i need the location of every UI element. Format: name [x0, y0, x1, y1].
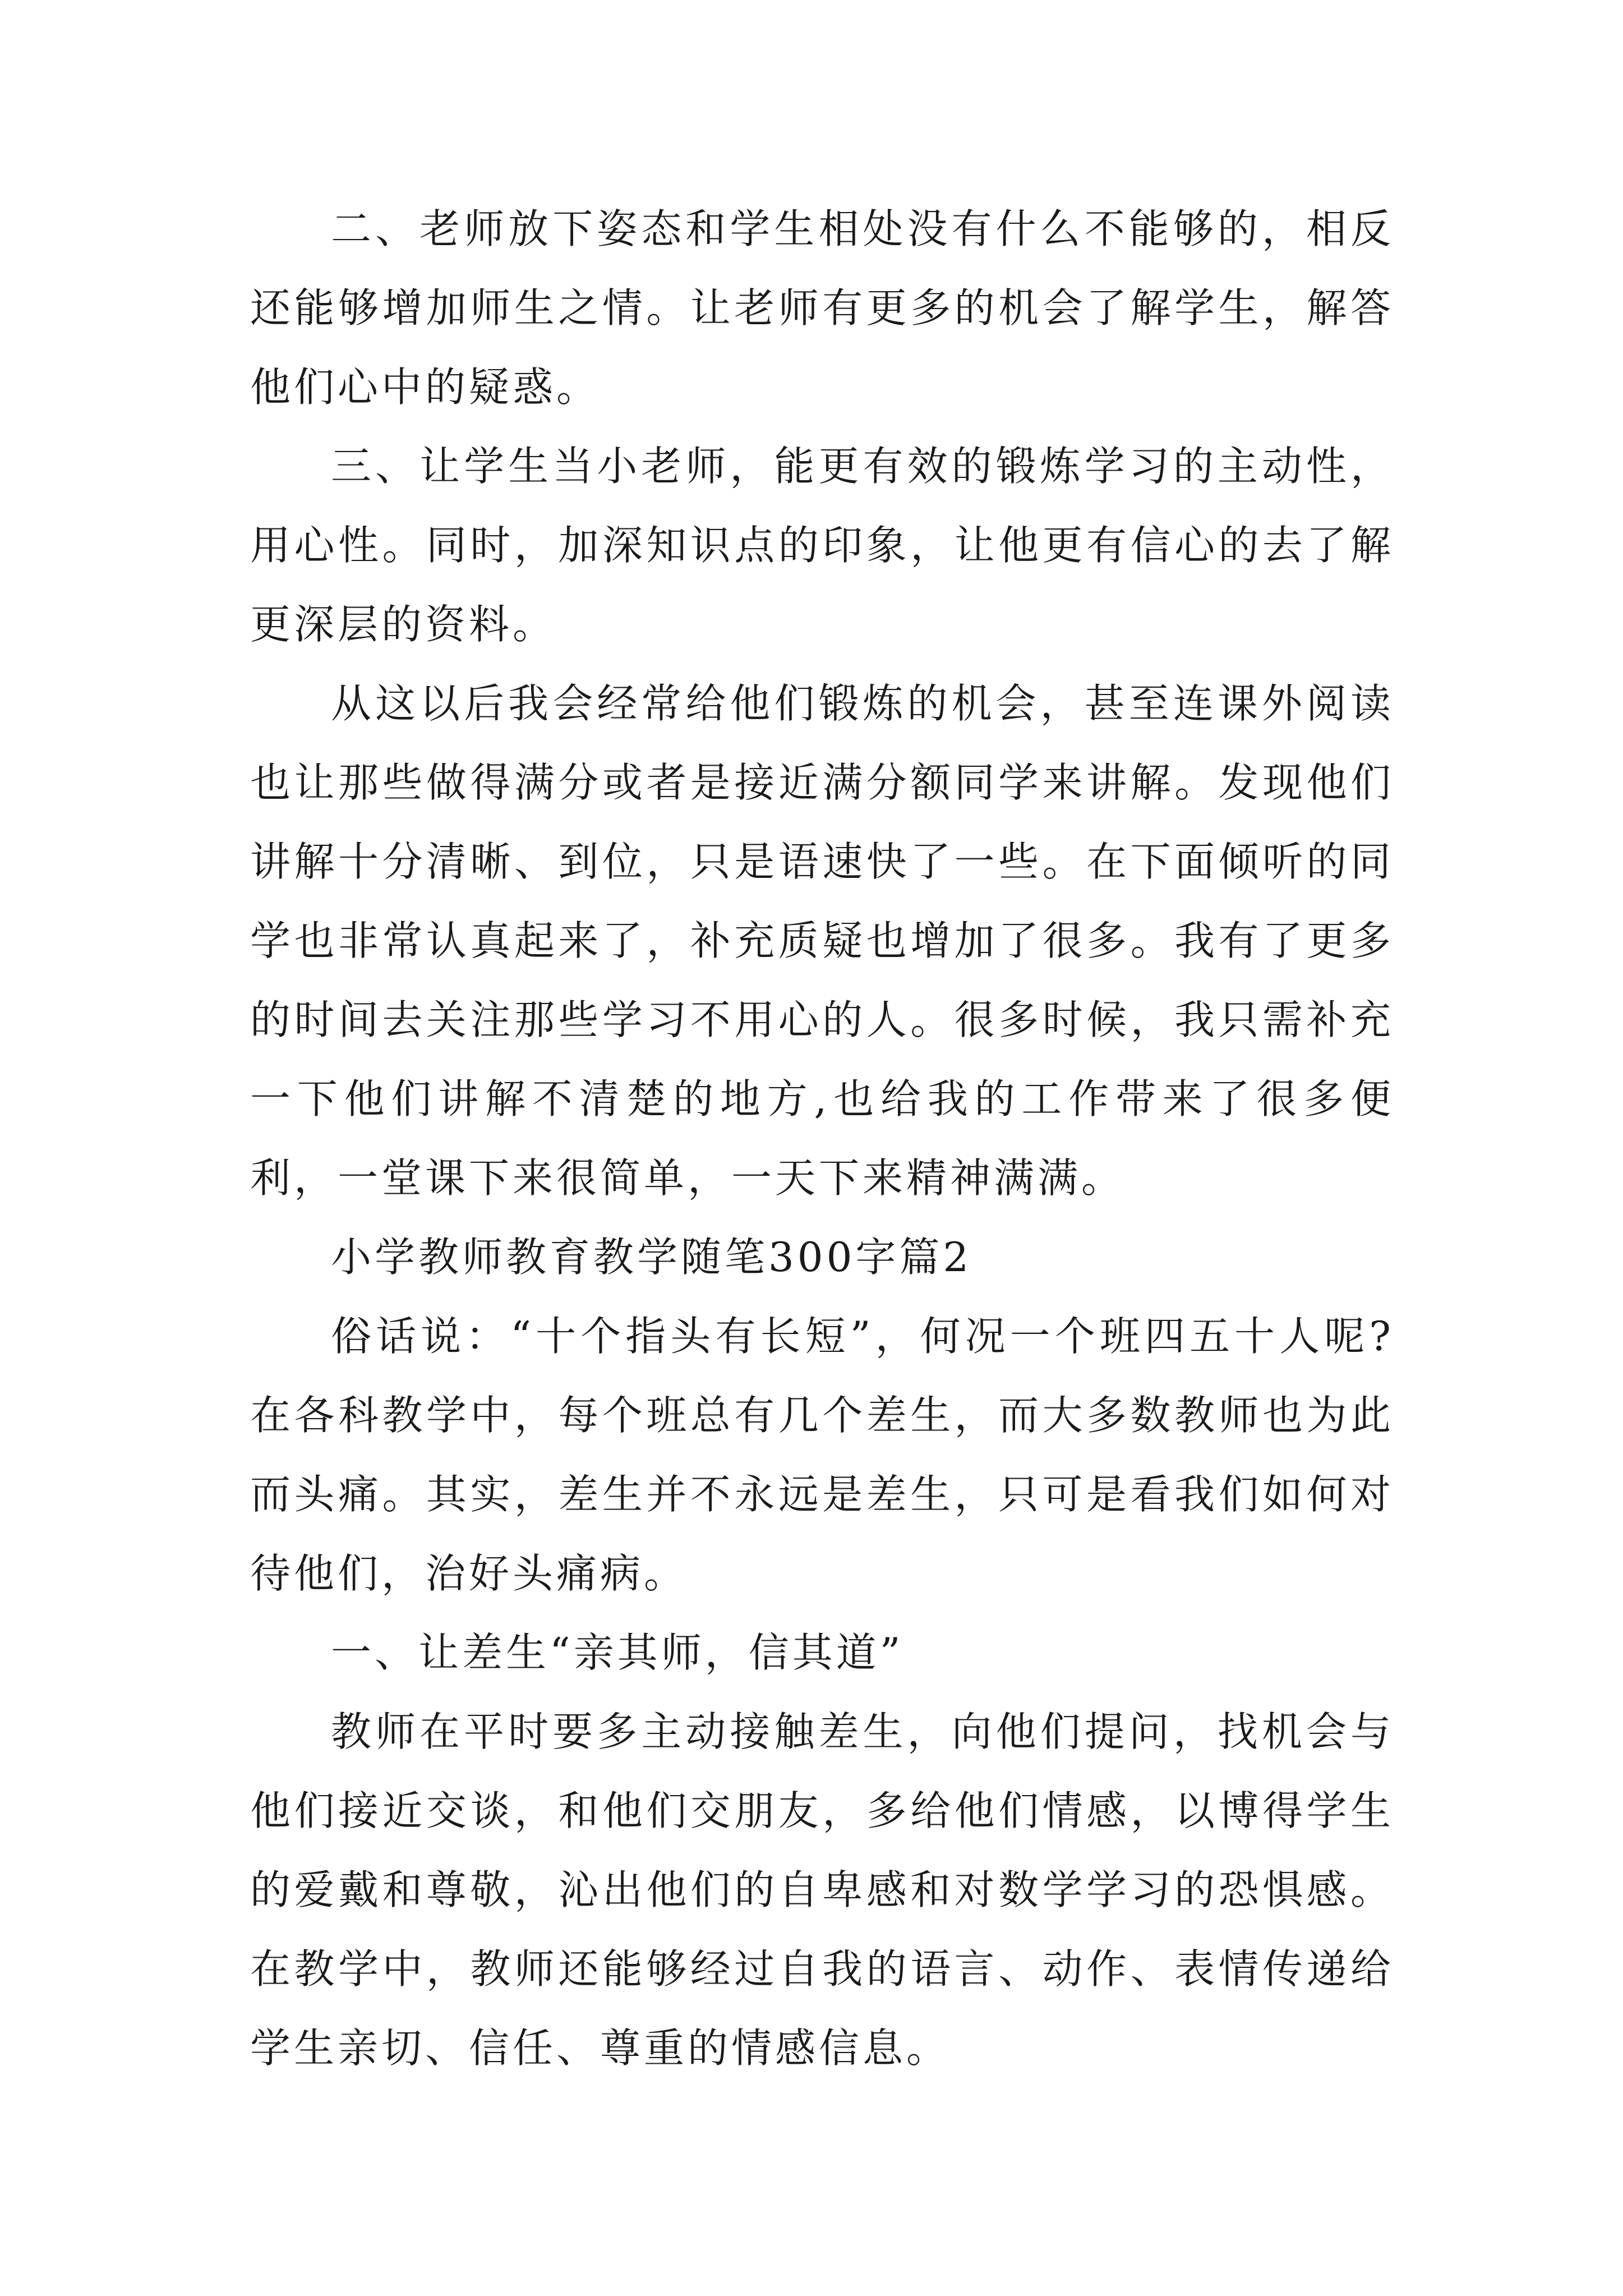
subsection-title: 一、让差生“亲其师，信其道”: [331, 1629, 904, 1676]
document-body: [250, 190, 1394, 2088]
paragraph-reflection: 从这以后我会经常给他们锻炼的机会，甚至连课外阅读也让那些做得满分或者是接近满分额同学来讲解。发现他们讲解十分清晰、到位，只是语速快了一些。在下面倾听的同学也非常认真起来了，补充质疑也增加了很多。我有了更多的时间去关注那些学习不用心的人。很多时候，我只需补充一下他们讲解不清楚的地方,也给我的工作带来了很多便利，一堂课下来很简单，一天下来精神满满。: [250, 680, 1394, 1202]
paragraph-point-three: 三、让学生当小老师，能更有效的锻炼学习的主动性，用心性。同时，加深知识点的印象，让他更有信心的去了解更深层的资料。: [250, 443, 1394, 648]
section-title: 小学教师教育教学随笔300字篇2: [331, 1234, 972, 1281]
paragraph-point-two: 二、老师放下姿态和学生相处没有什么不能够的，相反还能够增加师生之情。让老师有更多的机会了解学生，解答他们心中的疑惑。: [250, 205, 1394, 411]
paragraph-teacher-contact: 教师在平时要多主动接触差生，向他们提问，找机会与他们接近交谈，和他们交朋友，多给他们情感，以博得学生的爱戴和尊敬，沁出他们的自卑感和对数学学习的恐惧感。在教学中，教师还能够经过自我的语言、动作、表情传递给学生亲切、信任、尊重的情感信息。: [250, 1708, 1394, 2072]
paragraph-intro-saying: 俗话说：“十个指头有长短”，何况一个班四五十人呢?在各科教学中，每个班总有几个差生，而大多数教师也为此而头痛。其实，差生并不永远是差生，只可是看我们如何对待他们，治好头痛病。: [250, 1313, 1394, 1597]
